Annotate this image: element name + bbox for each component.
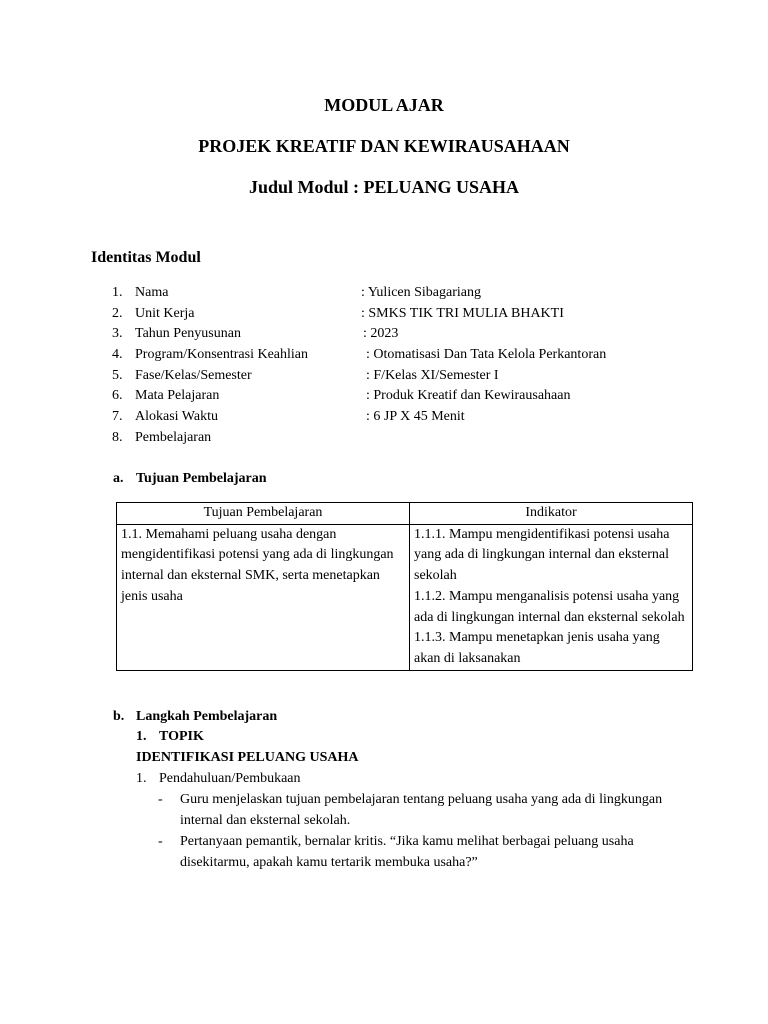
item-value: : 2023 [363,326,399,342]
item-number: 7. [112,409,123,425]
bullet-text: Guru menjelaskan tujuan pembelajaran tentang peluang usaha yang ada di lingkungan internal dan eksternal sekolah. [180,792,663,828]
item-number: 5. [112,367,123,383]
document-title: MODUL AJAR [324,95,444,115]
identitas-item-tahun [112,324,712,345]
header-indikator: Indikator [410,503,693,525]
item-label: Mata Pelajaran [135,388,220,404]
list-item [158,832,718,874]
item-label: Tahun Penyusunan [135,326,241,342]
identitas-item-mapel [112,386,712,407]
identitas-item-program [112,345,712,366]
item-number: 1. [112,285,123,300]
tujuan-table [116,502,693,671]
item-number: 4. [112,347,123,363]
identitas-item-alokasi [112,407,712,428]
topik-title: IDENTIFIKASI PELUANG USAHA [136,750,359,765]
item-value: : Produk Kreatif dan Kewirausahaan [366,388,571,404]
langkah-heading [113,707,513,727]
tujuan-cell: 1.1. Memahami peluang usaha dengan mengidentifikasi potensi yang ada di lingkungan internal dan eksternal SMK, serta menetapkan jenis usaha [117,524,410,670]
item-label: Unit Kerja [135,305,195,321]
list-item [158,790,718,832]
item-value: : Yulicen Sibagariang [361,285,482,300]
indikator-item: 1.1.1. Mampu mengidentifikasi potensi usaha yang ada di lingkungan internal dan eksternal sekolah [414,526,670,584]
tujuan-heading-text: Tujuan Pembelajaran [136,471,267,486]
header-tujuan: Tujuan Pembelajaran [117,503,410,525]
topik-number: 1. [136,729,147,744]
indikator-item: 1.1.3. Mampu menetapkan jenis usaha yang akan di laksanakan [414,630,660,666]
indikator-cell [410,524,693,670]
langkah-heading-text: Langkah Pembelajaran [136,709,278,724]
item-value: : F/Kelas XI/Semester I [366,367,499,383]
step-label: Pendahuluan/Pembukaan [159,771,301,786]
bullet-dash: - [158,834,163,849]
item-label: Fase/Kelas/Semester [135,367,252,383]
item-label: Program/Konsentrasi Keahlian [135,347,309,363]
identitas-item-pembelajaran [112,428,712,449]
item-number: 6. [112,388,123,404]
identitas-heading: Identitas Modul [91,249,201,266]
identitas-item-nama [112,283,712,304]
module-title: Judul Modul : PELUANG USAHA [248,177,520,197]
item-value: : SMKS TIK TRI MULIA BHAKTI [361,305,564,321]
topik-label: TOPIK [159,729,204,744]
bullet-dash: - [158,792,163,807]
step-number: 1. [136,771,147,786]
langkah-letter: b. [113,709,125,724]
item-number: 2. [112,305,123,321]
identitas-list [112,283,712,449]
item-number: 8. [112,429,123,445]
identitas-item-fase [112,366,712,387]
item-value: : Otomatisasi Dan Tata Kelola Perkantoran [366,347,607,363]
item-label: Pembelajaran [135,429,212,445]
item-label: Nama [135,285,169,300]
item-label: Alokasi Waktu [135,409,218,425]
table-row [117,524,693,670]
tujuan-letter: a. [113,471,124,486]
table-header-row [117,503,693,525]
tujuan-heading [113,469,513,489]
document-subtitle: PROJEK KREATIF DAN KEWIRAUSAHAAN [198,136,570,156]
bullet-text: Pertanyaan pemantik, bernalar kritis. “Jika kamu melihat berbagai peluang usaha disekitarmu, apakah kamu tertarik membuka usaha?” [180,834,634,870]
indikator-item: 1.1.2. Mampu menganalisis potensi usaha yang ada di lingkungan internal dan eksternal sekolah [414,588,685,625]
item-value: : 6 JP X 45 Menit [366,409,465,425]
item-number: 3. [112,326,123,342]
identitas-item-unit-kerja [112,304,712,325]
